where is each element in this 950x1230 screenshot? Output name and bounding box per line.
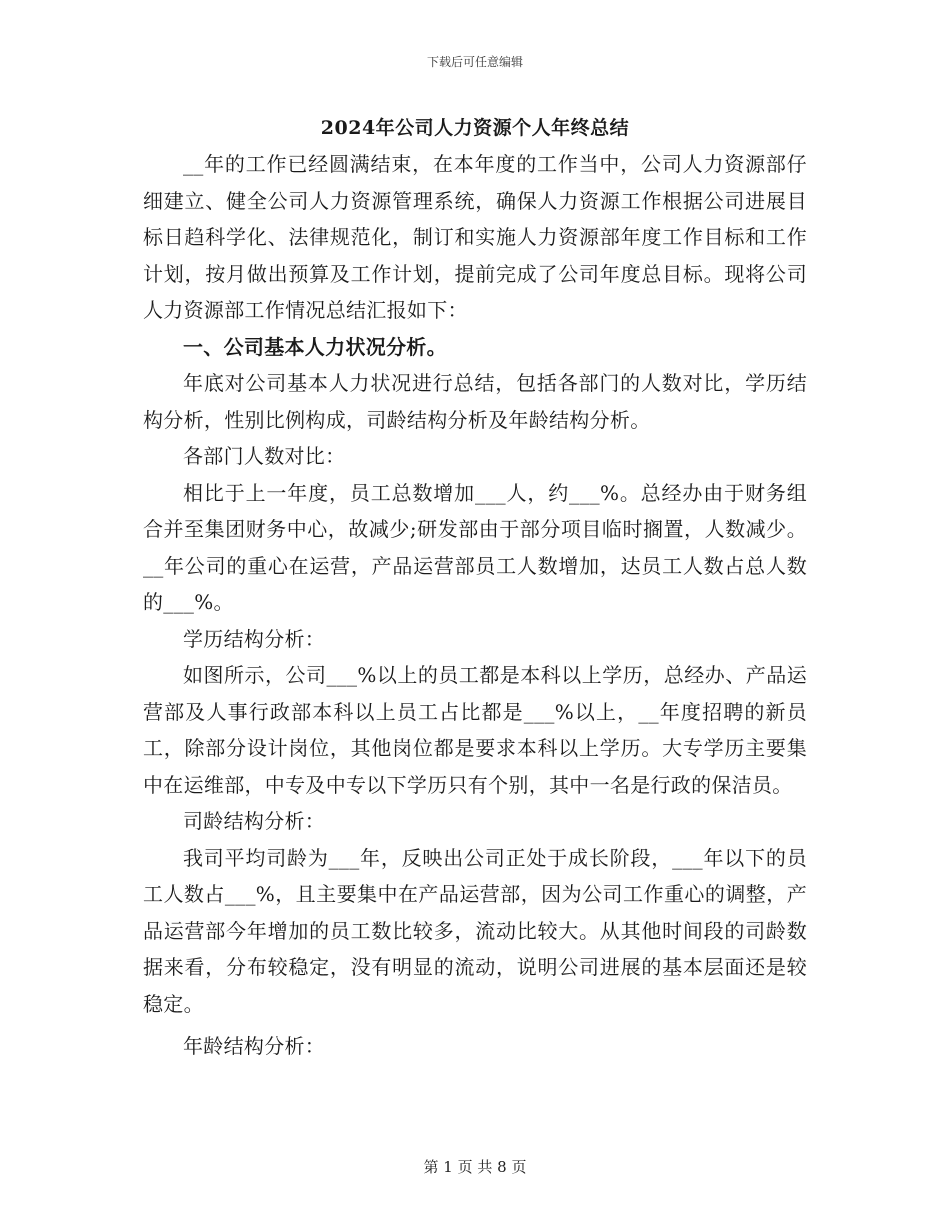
education-paragraph: 如图所示，公司___%以上的员工都是本科以上学历，总经办、产品运营部及人事行政部本科以上员工占比都是___%以上，__年度招聘的新员工，除部分设计岗位，其他岗位都是要求本科以上学历。大专学历主要集中在运维部，中专及中专以下学历只有个别，其中一名是行政的保洁员。 xyxy=(143,663,807,797)
subheading-department: 各部门人数对比： xyxy=(183,444,346,468)
subheading-tenure: 司龄结构分析： xyxy=(183,809,326,833)
document-title: 2024年公司人力资源个人年终总结 xyxy=(320,117,630,139)
subheading-age: 年龄结构分析： xyxy=(183,1034,326,1058)
document-body xyxy=(143,112,807,1065)
page-header-note: 下载后可任意编辑 xyxy=(426,55,523,69)
intro-paragraph: __年的工作已经圆满结束，在本年度的工作当中，公司人力资源部仔细建立、健全公司人力资源管理系统，确保人力资源工作根据公司进展目标日趋科学化、法律规范化，制订和实施人力资源部年度工作目标和工作计划，按月做出预算及工作计划，提前完成了公司年度总目标。现将公司人力资源部工作情况总结汇报如下： xyxy=(143,152,807,322)
page-number: 第 1 页 共 8 页 xyxy=(423,1158,527,1176)
section-heading: 一、公司基本人力状况分析。 xyxy=(183,334,447,359)
subheading-education: 学历结构分析： xyxy=(183,626,326,651)
summary-paragraph: 年底对公司基本人力状况进行总结，包括各部门的人数对比，学历结构分析，性别比例构成，司龄结构分析及年龄结构分析。 xyxy=(143,371,807,432)
department-paragraph: 相比于上一年度，员工总数增加___人，约___%。总经办由于财务组合并至集团财务中心，故减少;研发部由于部分项目临时搁置，人数减少。__年公司的重心在运营，产品运营部员工人数增加，达员工人数占总人数的___%。 xyxy=(143,480,807,614)
tenure-paragraph: 我司平均司龄为___年，反映出公司正处于成长阶段，___年以下的员工人数占___%，且主要集中在产品运营部，因为公司工作重心的调整，产品运营部今年增加的员工数比较多，流动比较大。从其他时间段的司龄数据来看，分布较稳定，没有明显的流动，说明公司进展的基本层面还是较稳定。 xyxy=(143,845,807,1016)
